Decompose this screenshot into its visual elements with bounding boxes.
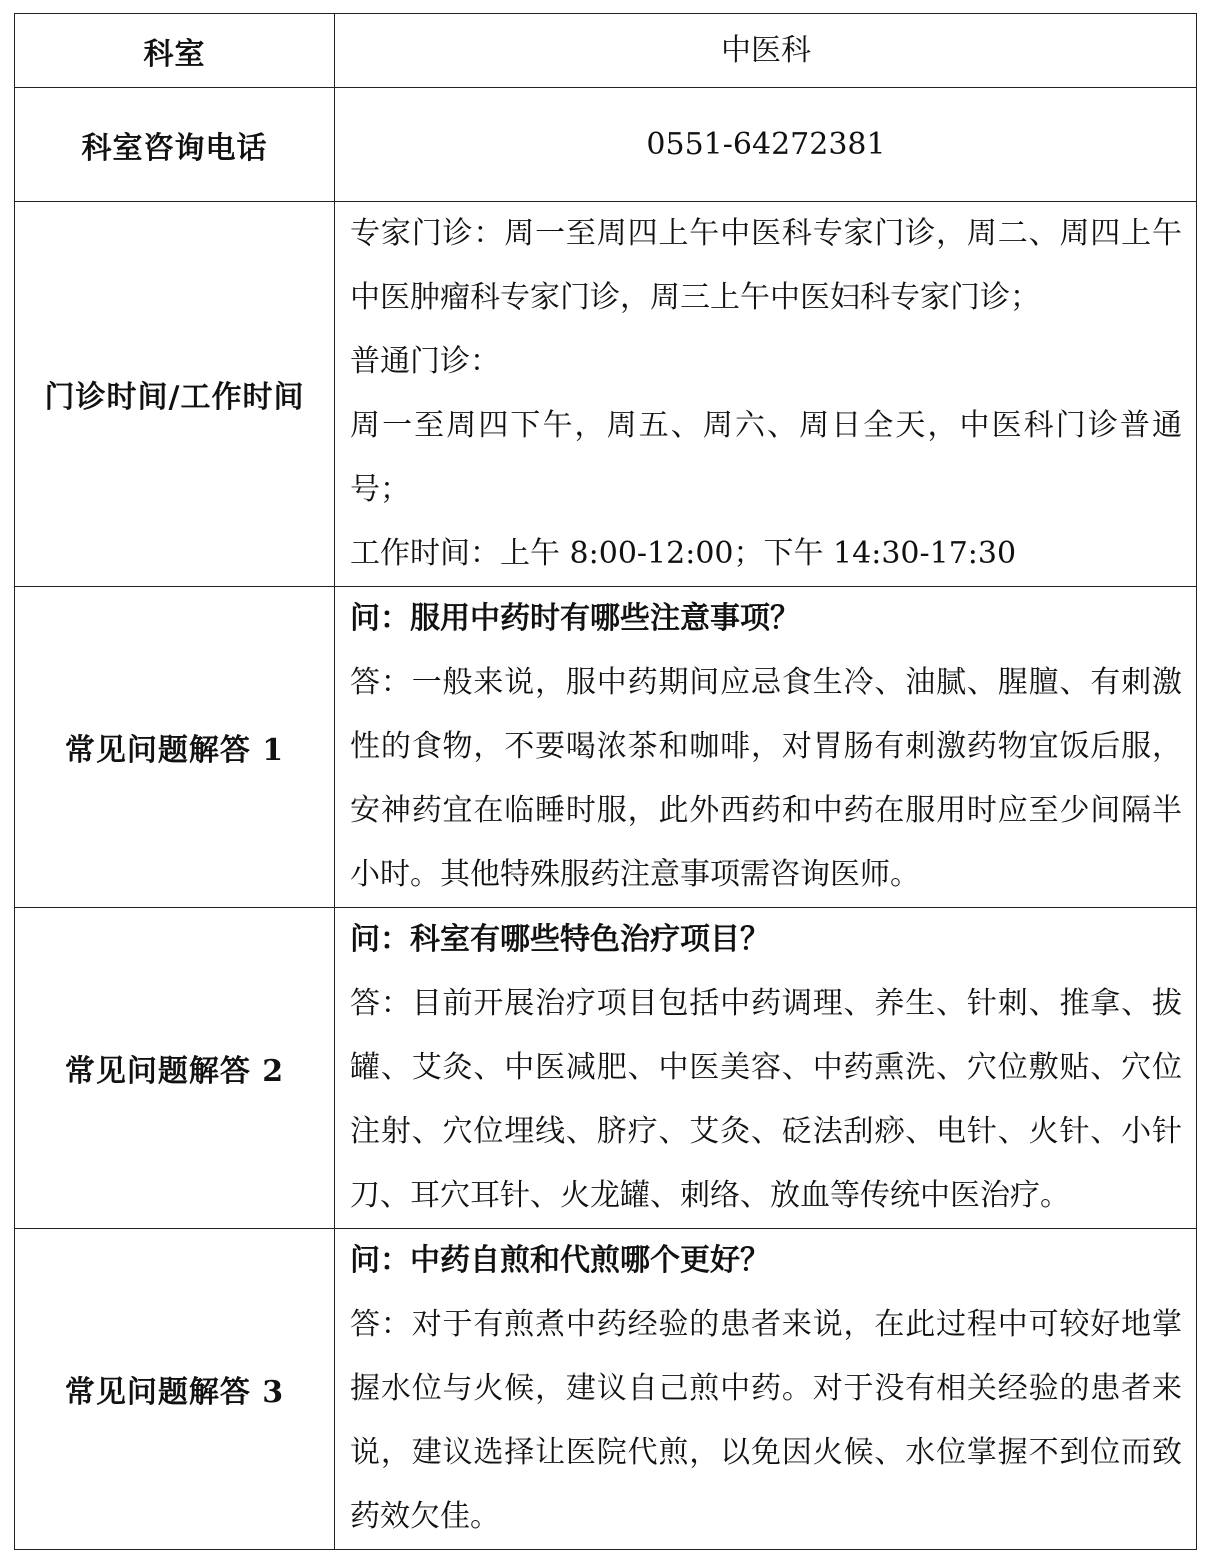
table-row-faq-1	[15, 587, 1197, 908]
department-info-table	[14, 13, 1197, 1550]
hours-line-expert: 专家门诊：周一至周四上午中医科专家门诊，周二、周四上午中医肿瘤科专家门诊，周三上午中医妇科专家门诊；	[350, 216, 1182, 315]
hours-line-general: 周一至周四下午，周五、周六、周日全天，中医科门诊普通号；	[350, 408, 1182, 507]
faq-2-answer: 答：目前开展治疗项目包括中药调理、养生、针刺、推拿、拔罐、艾灸、中医减肥、中医美容、中药熏洗、穴位敷贴、穴位注射、穴位埋线、脐疗、艾灸、砭法刮痧、电针、火针、小针刀、耳穴耳针、火龙罐、刺络、放血等传统中医治疗。	[350, 986, 1182, 1213]
hours-label: 门诊时间/工作时间	[15, 202, 335, 587]
hours-value	[335, 202, 1197, 587]
table-row-department	[15, 14, 1197, 88]
department-label: 科室	[15, 14, 335, 88]
faq-1-label: 常见问题解答 1	[15, 587, 335, 908]
faq-2-content	[335, 908, 1197, 1229]
department-value: 中医科	[335, 14, 1197, 88]
table-row-hours	[15, 202, 1197, 587]
faq-1-answer: 答：一般来说，服中药期间应忌食生冷、油腻、腥膻、有刺激性的食物，不要喝浓茶和咖啡，对胃肠有刺激药物宜饭后服，安神药宜在临睡时服，此外西药和中药在服用时应至少间隔半小时。其他特殊服药注意事项需咨询医师。	[350, 665, 1182, 892]
faq-2-label: 常见问题解答 2	[15, 908, 335, 1229]
phone-label: 科室咨询电话	[15, 88, 335, 202]
table-row-faq-3	[15, 1229, 1197, 1550]
faq-3-content	[335, 1229, 1197, 1550]
faq-3-question: 问：中药自煎和代煎哪个更好？	[350, 1243, 770, 1278]
table-row-faq-2	[15, 908, 1197, 1229]
faq-3-answer: 答：对于有煎煮中药经验的患者来说，在此过程中可较好地掌握水位与火候，建议自己煎中药。对于没有相关经验的患者来说，建议选择让医院代煎，以免因火候、水位掌握不到位而致药效欠佳。	[350, 1307, 1182, 1534]
faq-1-content	[335, 587, 1197, 908]
hours-line-work-time: 工作时间：上午 8:00-12:00；下午 14:30-17:30	[350, 536, 1017, 571]
faq-3-label: 常见问题解答 3	[15, 1229, 335, 1550]
faq-2-question: 问：科室有哪些特色治疗项目？	[350, 922, 770, 957]
table-row-phone	[15, 88, 1197, 202]
faq-1-question: 问：服用中药时有哪些注意事项？	[350, 601, 800, 636]
hours-line-general-title: 普通门诊：	[350, 344, 500, 379]
phone-value: 0551-64272381	[335, 88, 1197, 202]
